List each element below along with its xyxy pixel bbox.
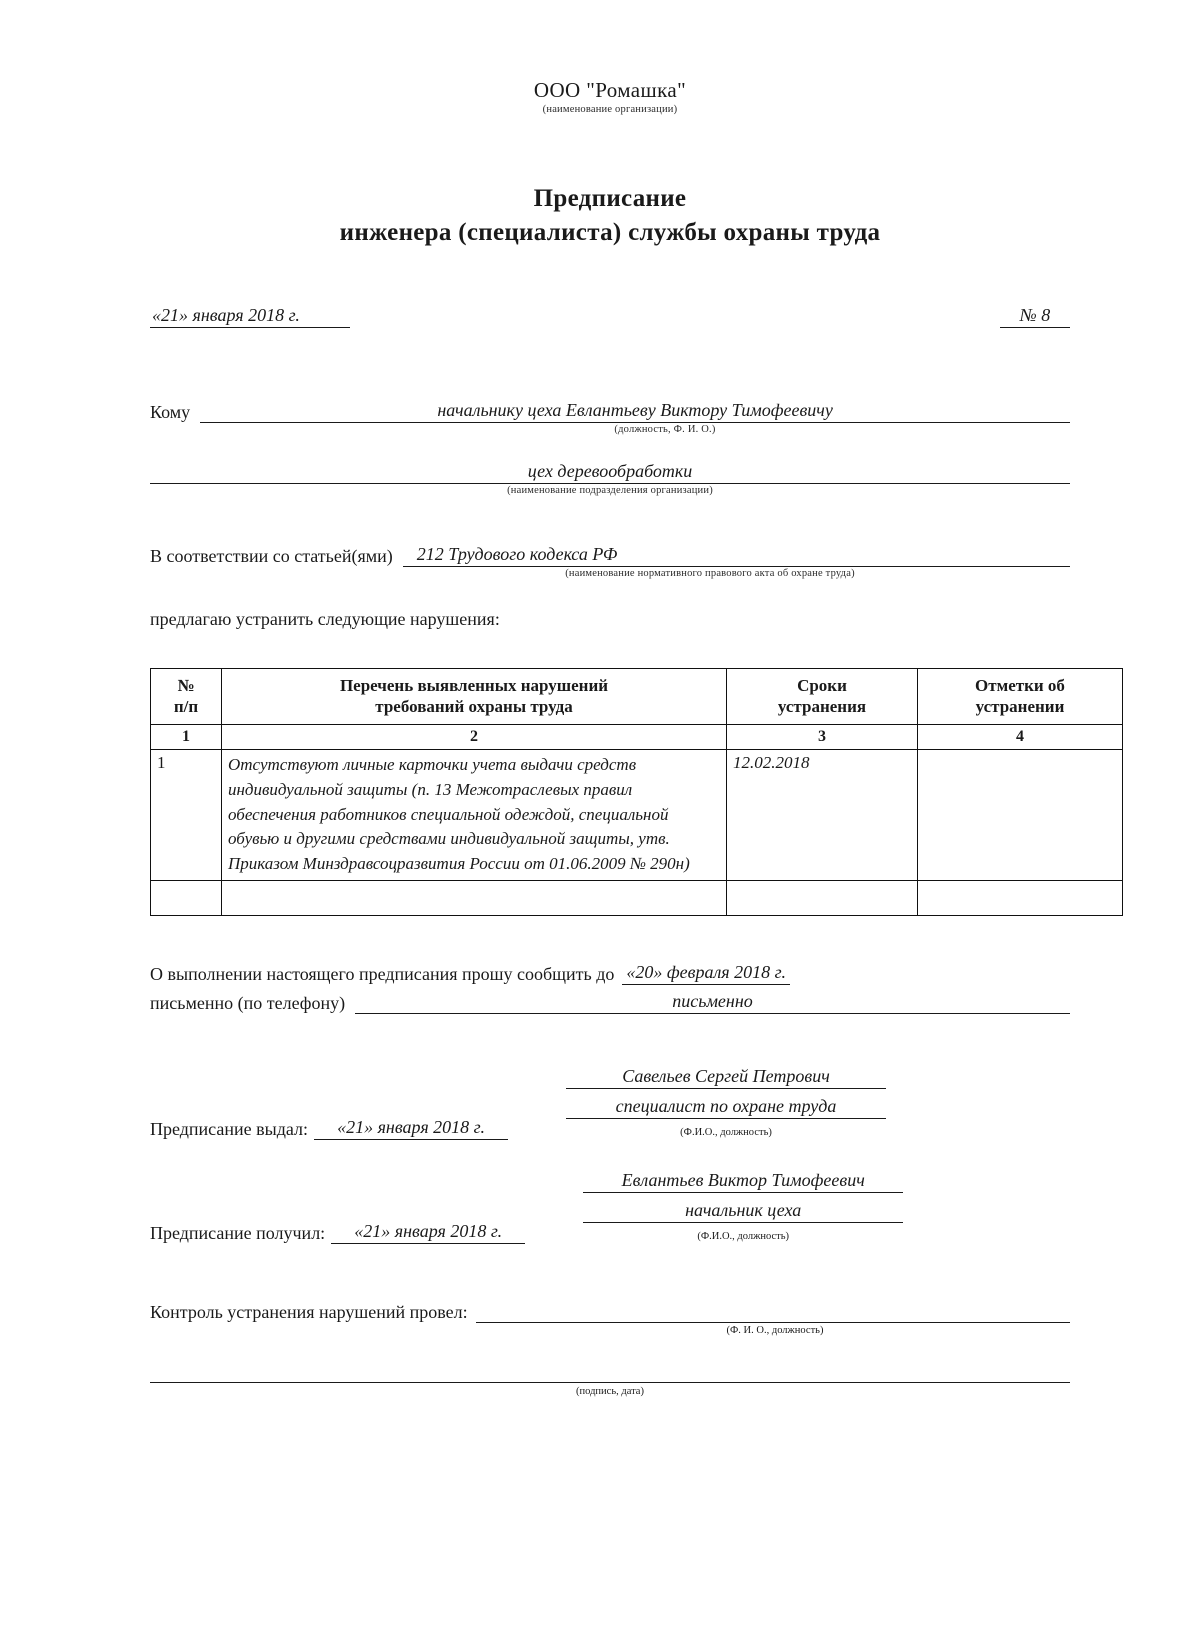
header-cell-term xyxy=(727,669,918,725)
received-block xyxy=(150,1170,1070,1244)
table-column-numbers-row xyxy=(151,725,1123,750)
report-method-value: письменно xyxy=(355,991,1070,1014)
header-number-line-2: п/п xyxy=(173,696,199,716)
addressee-value: начальнику цеха Евлантьеву Виктору Тимофеевичу xyxy=(200,400,1070,423)
received-label: Предписание получил: xyxy=(150,1222,326,1243)
issued-position: специалист по охране труда xyxy=(566,1096,886,1119)
header-description-line-1: Перечень выявленных нарушений xyxy=(339,676,609,695)
table-row xyxy=(151,880,1123,915)
header-mark-line-2: устранении xyxy=(975,696,1065,716)
header-meta-row xyxy=(150,305,1070,328)
organization-caption: (наименование организации) xyxy=(542,104,678,115)
addressee-label: Кому xyxy=(150,402,191,422)
control-block xyxy=(150,1302,1070,1397)
report-deadline-row xyxy=(150,962,1070,985)
issued-date: «21» января 2018 г. xyxy=(314,1117,508,1140)
issued-caption: (Ф.И.О., должность) xyxy=(680,1126,772,1138)
control-value xyxy=(476,1302,1070,1323)
issued-block xyxy=(150,1066,1070,1140)
title-line-1: Предписание xyxy=(533,185,687,212)
cell-row-number xyxy=(151,880,222,915)
document-date: «21» января 2018 г. xyxy=(150,305,350,328)
header-term-line-2: устранения xyxy=(777,696,867,716)
received-signature xyxy=(583,1170,903,1244)
table-header-row xyxy=(151,669,1123,725)
statute-label: В соответствии со статьей(ями) xyxy=(150,546,393,566)
header-cell-mark xyxy=(918,669,1123,725)
received-name: Евлантьев Виктор Тимофеевич xyxy=(583,1170,903,1193)
received-row xyxy=(150,1170,1070,1244)
addressee-caption: (должность, Ф. И. О.) xyxy=(614,424,716,435)
organization-name: ООО "Ромашка" xyxy=(533,78,687,102)
cell-mark xyxy=(918,750,1123,880)
department-block xyxy=(150,461,1070,496)
report-method-row xyxy=(150,991,1070,1014)
cell-mark xyxy=(918,880,1123,915)
addressee-block xyxy=(150,400,1070,496)
column-number-1: 1 xyxy=(151,725,222,750)
column-number-3: 3 xyxy=(727,725,918,750)
statute-value: 212 Трудового кодекса РФ xyxy=(403,544,1070,567)
report-block xyxy=(150,962,1070,1014)
issued-row xyxy=(150,1066,1070,1140)
issued-label: Предписание выдал: xyxy=(150,1118,309,1139)
column-number-2: 2 xyxy=(222,725,727,750)
control-caption: (Ф. И. О., должность) xyxy=(726,1324,824,1336)
header-term-line-1: Сроки xyxy=(797,676,847,695)
intro-text: предлагаю устранить следующие нарушения: xyxy=(150,609,500,629)
violations-table xyxy=(150,668,1123,916)
control-label: Контроль устранения нарушений провел: xyxy=(150,1301,468,1322)
cell-term: 12.02.2018 xyxy=(727,750,918,880)
document-sheet xyxy=(150,0,1070,1397)
table-row xyxy=(151,750,1123,880)
cell-violation-description xyxy=(222,880,727,915)
received-caption: (Ф.И.О., должность) xyxy=(697,1230,790,1242)
department-caption: (наименование подразделения организации) xyxy=(507,485,713,496)
issued-signature xyxy=(566,1066,886,1140)
header-number-line-1: № xyxy=(177,676,195,695)
statute-block xyxy=(150,544,1070,579)
report-method-label: письменно (по телефону) xyxy=(150,992,346,1013)
header-cell-description xyxy=(222,669,727,725)
statute-caption: (наименование нормативного правового акта об охране труда) xyxy=(565,568,855,579)
report-text: О выполнении настоящего предписания прошу сообщить до xyxy=(150,963,615,984)
signature-footer-caption: (подпись, дата) xyxy=(576,1385,644,1397)
organization-header xyxy=(150,78,1070,115)
cell-term xyxy=(727,880,918,915)
document-number: № 8 xyxy=(1000,305,1070,328)
department-value: цех деревообработки xyxy=(150,461,1070,484)
issued-name: Савельев Сергей Петрович xyxy=(566,1066,886,1089)
received-date: «21» января 2018 г. xyxy=(331,1221,525,1244)
control-row xyxy=(150,1302,1070,1323)
header-description-line-2: требований охраны труда xyxy=(375,696,573,716)
header-mark-line-1: Отметки об xyxy=(975,676,1065,695)
title-line-2: инженера (специалиста) службы охраны труда xyxy=(339,219,881,246)
document-title xyxy=(150,185,1070,247)
statute-row xyxy=(150,544,1070,567)
received-position: начальник цеха xyxy=(583,1200,903,1223)
cell-row-number: 1 xyxy=(151,750,222,880)
header-cell-number xyxy=(151,669,222,725)
signature-line xyxy=(150,1380,1070,1383)
cell-violation-description: Отсутствуют личные карточки учета выдачи средств индивидуальной защиты (п. 13 Межотраслевых правил обеспечения работников специальной одеждой, специальной обувью и другими средствами индивидуальной защиты, утв. Приказом Минздравсоцразвития России от 01.06.2009 № 290н) xyxy=(222,750,727,880)
addressee-row xyxy=(150,400,1070,423)
column-number-4: 4 xyxy=(918,725,1123,750)
report-deadline: «20» февраля 2018 г. xyxy=(622,962,790,985)
